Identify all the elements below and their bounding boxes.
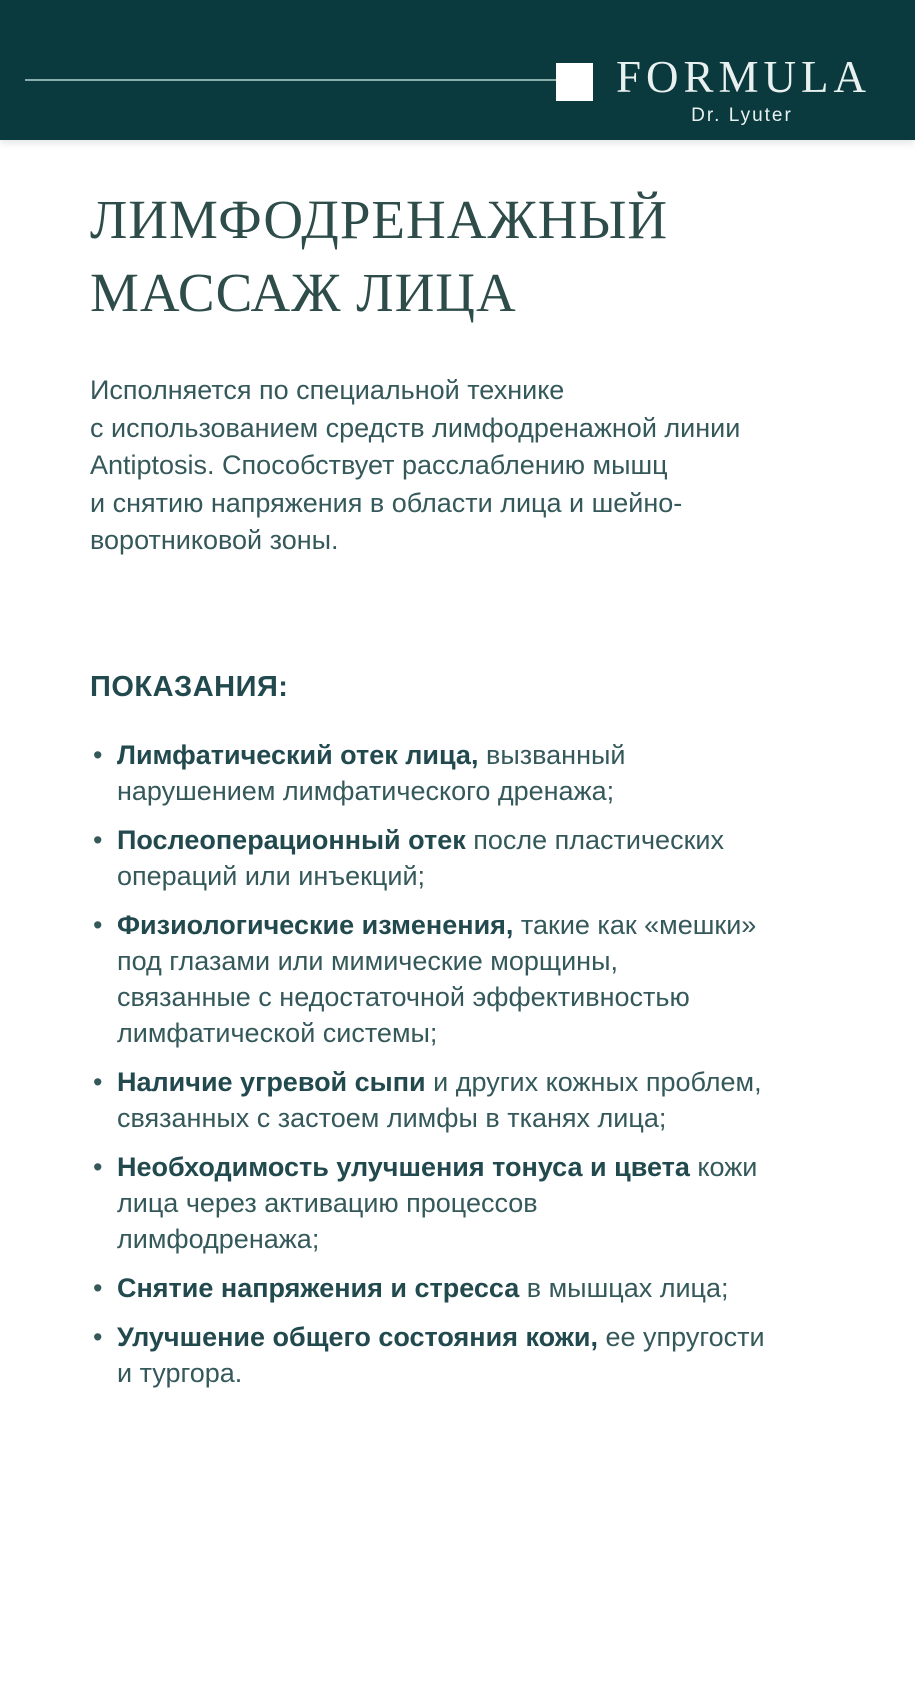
item-rest-text: ее упругости — [598, 1321, 765, 1352]
brand-logo — [616, 52, 872, 126]
item-bold-text: Физиологические изменения, — [117, 909, 514, 940]
item-bold-text: Лимфатический отек лица, — [117, 739, 479, 770]
intro-line: Исполняется по специальной технике — [90, 375, 565, 405]
item-bold-text: Необходимость улучшения тонуса и цвета — [117, 1151, 690, 1182]
page-title-line-2: МАССАЖ ЛИЦА — [90, 262, 517, 323]
list-item — [90, 1270, 860, 1306]
bullet-icon: • — [93, 1321, 103, 1352]
item-bold-text: Улучшение общего состояния кожи, — [117, 1321, 599, 1352]
item-line: и тургора. — [117, 1357, 243, 1388]
page-title-line-1: ЛИМФОДРЕНАЖНЫЙ — [90, 189, 669, 250]
list-item — [90, 1064, 860, 1136]
list-item — [90, 1149, 860, 1257]
item-line — [117, 1319, 765, 1355]
item-line: лимфодренажа; — [117, 1223, 320, 1254]
item-line: лимфатической системы; — [117, 1017, 438, 1048]
item-line — [117, 822, 724, 858]
item-bold-text: Послеоперационный отек — [117, 824, 466, 855]
bullet-icon: • — [93, 1272, 103, 1303]
item-rest-text: после пластических — [465, 824, 724, 855]
bullet-icon: • — [93, 1066, 103, 1097]
item-rest-text: такие как «мешки» — [513, 909, 757, 940]
item-line — [117, 1270, 729, 1306]
content — [0, 140, 915, 1391]
bullet-icon: • — [93, 1151, 103, 1182]
list-item — [90, 822, 860, 894]
brand-square-icon — [556, 63, 593, 101]
bullet-icon: • — [93, 909, 103, 940]
item-line: операций или инъекций; — [117, 860, 426, 891]
item-line: связанных с застоем лимфы в тканях лица; — [117, 1102, 667, 1133]
list-item — [90, 1319, 860, 1391]
brand-subtitle: Dr. Lyuter — [691, 105, 793, 126]
bullet-icon: • — [93, 739, 103, 770]
intro-line: и снятию напряжения в области лица и шейно- — [90, 487, 683, 518]
item-bold-text: Наличие угревой сыпи — [117, 1066, 426, 1097]
intro-line: воротниковой зоны. — [90, 525, 339, 555]
item-rest-text: кожи — [689, 1151, 758, 1182]
item-rest-text: и других кожных проблем, — [425, 1066, 762, 1097]
page-title — [90, 183, 860, 329]
header-band — [0, 0, 915, 140]
brand-name: FORMULA — [616, 52, 872, 102]
item-line: нарушением лимфатического дренажа; — [117, 775, 615, 806]
intro-line: Antiptosis. Способствует расслаблению мышц — [90, 450, 668, 480]
item-rest-text: в мышцах лица; — [519, 1272, 729, 1303]
item-rest-text: вызванный — [478, 739, 626, 770]
indications-list — [90, 737, 860, 1391]
item-line: связанные с недостаточной эффективностью — [117, 981, 690, 1012]
item-line — [117, 907, 756, 943]
item-line — [117, 1149, 757, 1185]
intro-line: с использованием средств лимфодренажной линии — [90, 412, 741, 443]
item-line: под глазами или мимические морщины, — [117, 945, 618, 976]
item-line — [117, 737, 625, 773]
item-line: лица через активацию процессов — [117, 1187, 538, 1218]
bullet-icon: • — [93, 824, 103, 855]
item-line — [117, 1064, 762, 1100]
list-item — [90, 907, 860, 1051]
intro-paragraph — [90, 372, 860, 560]
list-item — [90, 737, 860, 809]
item-bold-text: Снятие напряжения и стресса — [117, 1272, 520, 1303]
header-rule-line — [25, 79, 556, 81]
indications-heading: ПОКАЗАНИЯ: — [90, 670, 289, 703]
